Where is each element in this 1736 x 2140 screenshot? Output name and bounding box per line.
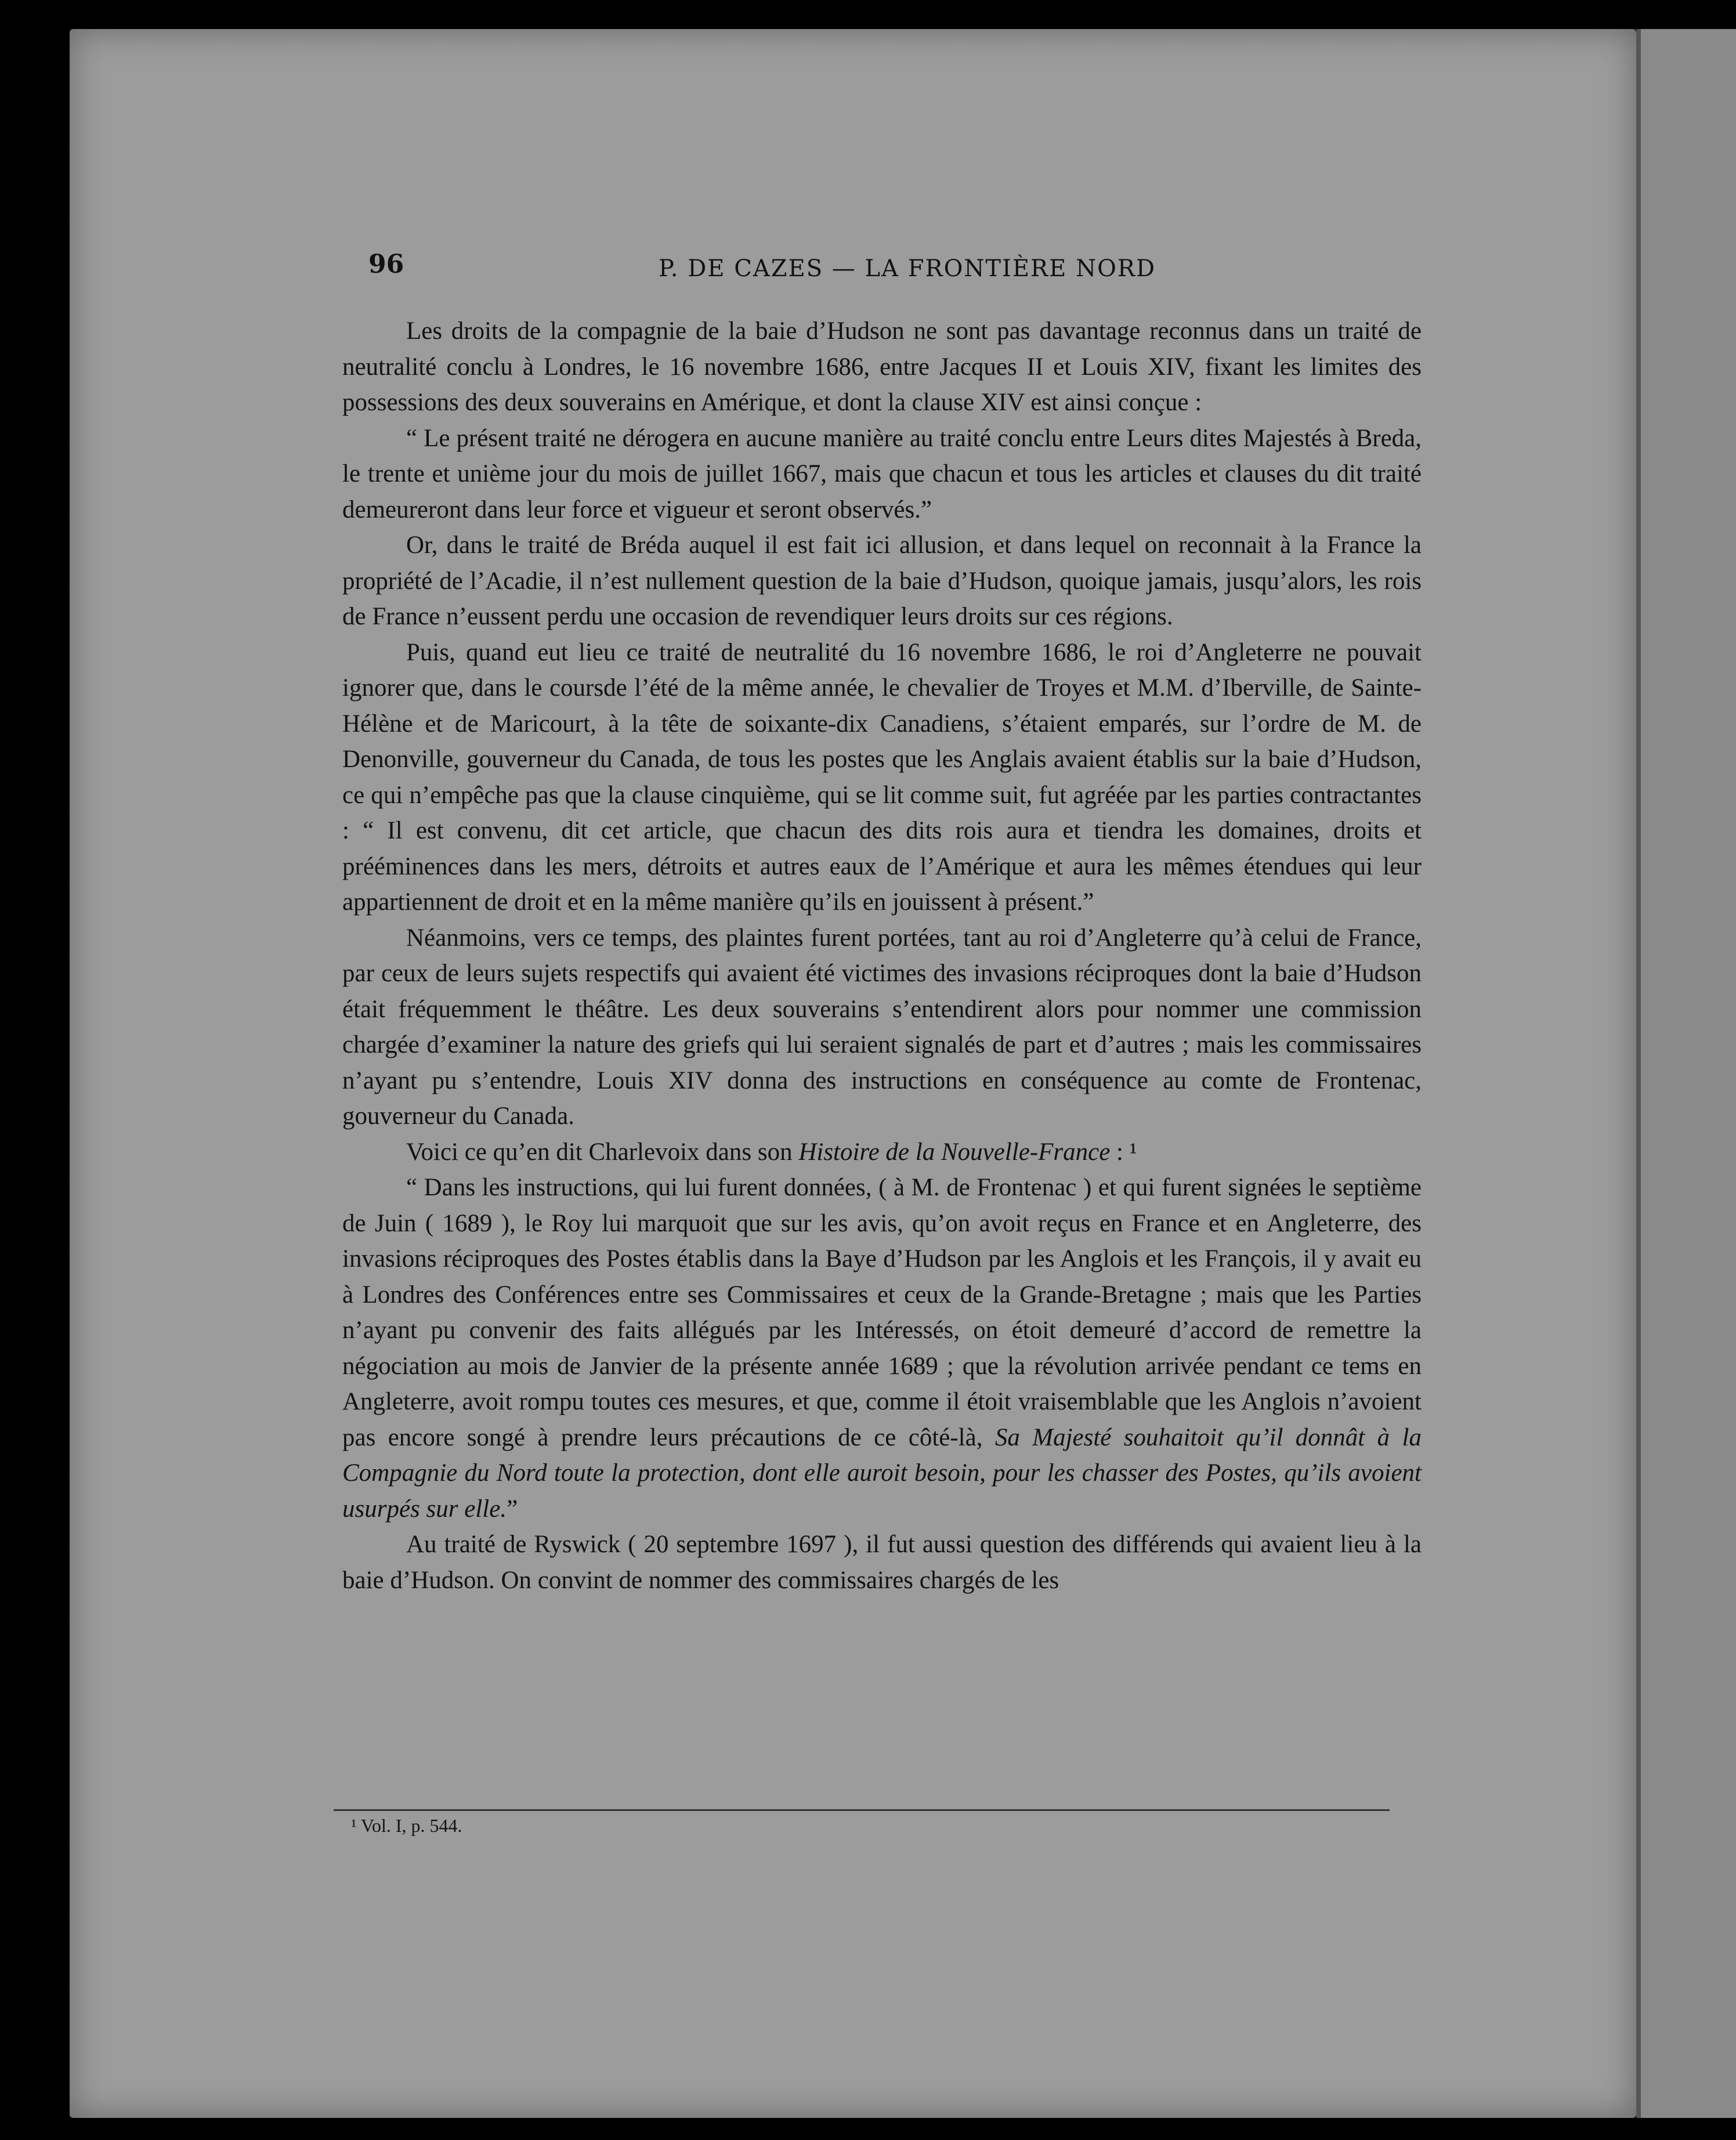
page-header: [368, 250, 1424, 296]
page-number: 96: [368, 250, 404, 279]
running-title: P. DE CAZES — LA FRONTIÈRE NORD: [659, 255, 1156, 282]
charlevoix-intro: [342, 1134, 1422, 1170]
quote-closing: ”: [507, 1495, 518, 1523]
footnote-rule: [334, 1809, 1390, 1811]
paragraph: Les droits de la compagnie de la baie d’Hudson ne sont pas davantage reconnus dans un traité de neutralité conclu à Londres, le 16 novembre 1686, entre Jacques II et Louis XIV, fixant les limites des possessions des deux souverains en Amérique, et dont la clause XIV est ainsi conçue :: [342, 317, 1422, 416]
charlevoix-quote: [342, 1170, 1422, 1527]
quote-italic: Sa Majesté souhaitoit qu’il donnât à la Compagnie du Nord toute la protection, dont elle auroit besoin, pour les chasser des Postes, qu’ils avoient usurpés sur elle.: [342, 1423, 1422, 1523]
paragraph: Or, dans le traité de Bréda auquel il est fait ici allusion, et dans lequel on reconnait à la France la propriété de l’Acadie, il n’est nullement question de la baie d’Hudson, quoique jamais, jusqu’alors, les rois de France n’eussent perdu une occasion de revendiquer leurs droits sur ces régions.: [342, 532, 1422, 630]
body-text: [342, 313, 1422, 1598]
footnote: ¹ Vol. I, p. 544.: [351, 1815, 462, 1836]
work-title: Histoire de la Nouvelle-France: [798, 1138, 1111, 1166]
paragraph: Néanmoins, vers ce temps, des plaintes furent portées, tant au roi d’Angleterre qu’à celui de France, par ceux de leurs sujets respectifs qui avaient été victimes des invasions réciproques dont la baie d’Hudson était fréquemment le théâtre. Les deux souverains s’entendirent alors pour nommer une commission chargée d’examiner la nature des griefs qui lui seraient signalés de part et d’autres ; mais les commissaires n’ayant pu s’entendre, Louis XIV donna des instructions en conséquence au comte de Frontenac, gouverneur du Canada.: [342, 924, 1422, 1130]
intro-text: Voici ce qu’en dit Charlevoix dans son: [406, 1138, 799, 1166]
treaty-quote: “ Le présent traité ne dérogera en aucune manière au traité conclu entre Leurs dites Majestés à Breda, le trente et unième jour du mois de juillet 1667, mais que chacun et tous les articles et clauses du dit traité demeureront dans leur force et vigueur et seront observés.”: [342, 424, 1422, 523]
facing-page-edge: [1636, 29, 1736, 2118]
paragraph: Au traité de Ryswick ( 20 septembre 1697 ), il fut aussi question des différends qui avaient lieu à la baie d’Hudson. On convint de nommer des commissaires chargés de les: [342, 1531, 1422, 1594]
quote-text: “ Dans les instructions, qui lui furent données, ( à M. de Frontenac ) et qui furent signées le septième de Juin ( 1689 ), le Roy lui marquoit que sur les avis, qu’on avoit reçus en France et en Angleterre, des invasions réciproques des Postes établis dans la Baye d’Hudson par les Anglois et les François, il y avait eu à Londres des Conférences entre ses Commissaires et ceux de la Grande-Bretagne ; mais que les Parties n’ayant pu convenir des faits allégués par les Intéressés, on étoit demeuré d’accord de remettre la négociation au mois de Janvier de la présente année 1689 ; que la révolution arrivée pendant ce tems en Angleterre, avoit rompu toutes ces mesures, et que, comme il étoit vraisemblable que les Anglois n’avoient pas encore songé à prendre leurs précautions de ce côté-là,: [342, 1174, 1422, 1451]
footnote-ref: : ¹: [1110, 1138, 1137, 1166]
paragraph: Puis, quand eut lieu ce traité de neutralité du 16 novembre 1686, le roi d’Angleterre ne pouvait ignorer que, dans le coursde l’été de la même année, le chevalier de Troyes et M.M. d’Iberville, de Sainte-Hélène et de Maricourt, à la tête de soixante-dix Canadiens, s’étaient emparés, sur l’ordre de M. de Denonville, gouverneur du Canada, de tous les postes que les Anglais avaient établis sur la baie d’Hudson, ce qui n’empêche pas que la clause cinquième, qui se lit comme suit, fut agréée par les parties contractantes : “ Il est convenu, dit cet article, que chacun des dits rois aura et tiendra les domaines, droits et prééminences dans les mers, détroits et autres eaux de l’Amérique et aura les mêmes étendues qui leur appartiennent de droit et en la même manière qu’ils en jouissent à présent.”: [342, 638, 1422, 916]
